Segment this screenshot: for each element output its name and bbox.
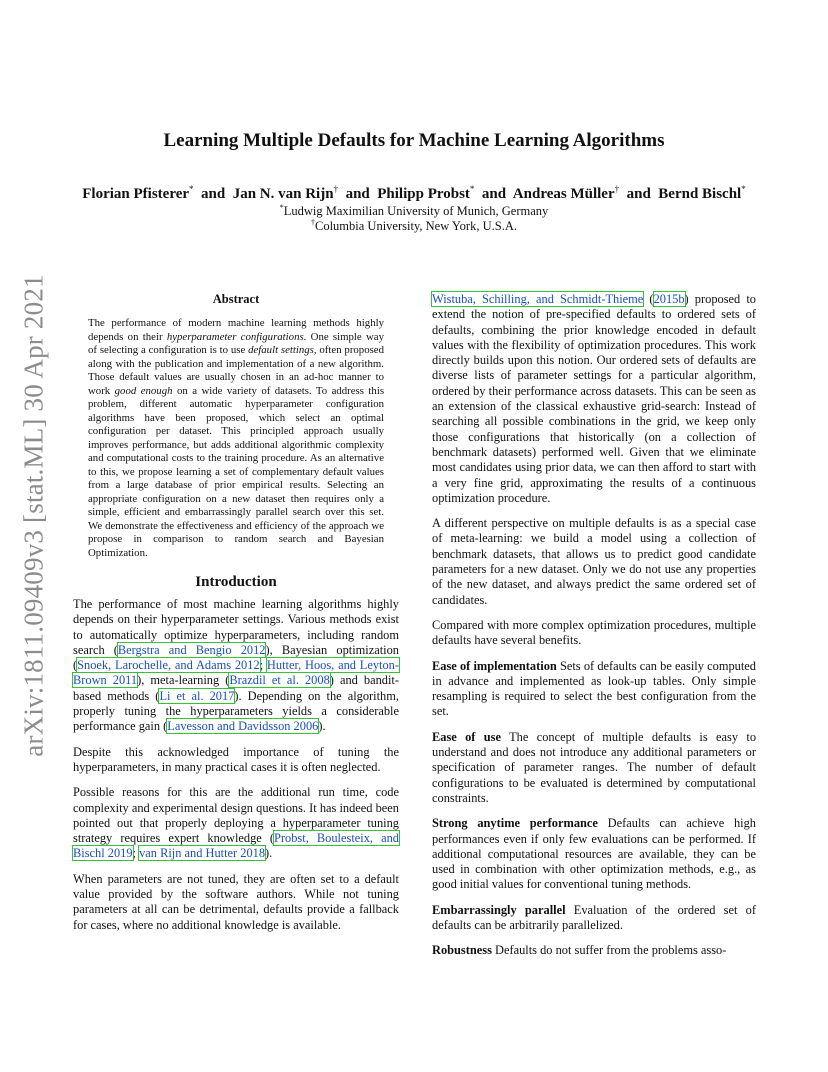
affiliation-mark: * xyxy=(279,203,284,212)
text-segment: ; xyxy=(132,846,140,861)
abstract-segment: , often proposed along with the publication and implementation of a new algorithm. Those default values are usually chosen in an ad-hoc manner to work xyxy=(88,344,384,397)
affiliation-mark: * xyxy=(189,184,194,194)
paragraph-heading: Strong anytime performance xyxy=(432,816,598,831)
text-segment: ) proposed to extend the notion of pre-specified defaults to ordered sets of defaults, combining the prior knowledge encoded in default values with the flexibility of optimization procedures. This work directly builds upon this notion. Our ordered sets of defaults are diverse lists of parameter settings for a particular algorithm, ordered by their performance across datasets. This can be seen as an extension of the classical exhaustive grid-search: Instead of searching all possible combinations in the grid, we keep only those configurations that historically (on a collection of benchmark datasets) performed well. Given that we eliminate most candidates using prior data, we can then afford to start with a very fine grid, approximating the results of a continuous optimization procedure. xyxy=(432,292,756,505)
text-segment: ) and bandit-based methods ( xyxy=(73,673,399,703)
benefit-anytime-performance xyxy=(432,816,756,892)
citation-link[interactable]: Brazdil et al. 2008 xyxy=(229,673,330,688)
abstract-text xyxy=(88,317,384,560)
citation-link[interactable]: Snoek, Larochelle, and Adams 2012 xyxy=(77,658,260,673)
affiliation-line xyxy=(0,203,828,219)
author-name: Jan N. van Rijn xyxy=(232,186,334,202)
affiliation-text: Columbia University, New York, U.S.A. xyxy=(315,219,517,234)
author-name: Florian Pfisterer xyxy=(82,186,190,202)
abstract-segment: on a wide variety of datasets. To address this problem, different automatic hyperparameter configuration algorithms have been proposed, which select an optimal configuration per dataset. This principled approach usually improves performance, but adds additional algorithmic complexity and computational costs to the training procedure. As an alternative to this, we propose learning a set of complementary default values from a large database of prior empirical results. Selecting an appropriate configuration on a new dataset then requires only a simple, efficient and embarrassingly parallel search over this set. We demonstrate the effectiveness and efficiency of the approach we propose in comparison to random search and Bayesian Optimization. xyxy=(88,384,385,559)
author-separator: and xyxy=(481,186,507,202)
text-segment: ). Depending on the algorithm, properly tuning the hyperparameters yields a considerable performance gain ( xyxy=(73,688,399,734)
citation-link[interactable]: Hutter, Hoos, and Leyton-Brown 2011 xyxy=(73,658,400,688)
abstract-segment: The performance of modern machine learning methods highly depends on their xyxy=(88,317,384,343)
text-segment: ( xyxy=(643,292,654,306)
right-paragraph-2: A different perspective on multiple defaults is as a special case of meta-learning: we build a model using a collection of benchmark datasets, that allows us to predict good candidate parameters for a new dataset. Only we do not use any properties of the new dataset, and always predict the same ordered set of candidates. xyxy=(432,516,756,607)
author-name: Andreas Müller xyxy=(512,186,615,202)
benefit-parallel xyxy=(432,903,756,934)
intro-paragraph-1 xyxy=(73,597,399,735)
introduction-heading: Introduction xyxy=(195,574,277,590)
citation-link[interactable]: van Rijn and Hutter 2018 xyxy=(139,846,266,861)
author-list xyxy=(0,184,828,203)
text-segment: ). xyxy=(265,846,273,861)
affiliation-mark: * xyxy=(741,184,746,194)
affiliation-text: Ludwig Maximilian University of Munich, Germany xyxy=(283,204,549,219)
right-paragraph-3: Compared with more complex optimization procedures, multiple defaults have several benefits. xyxy=(432,617,756,648)
paragraph-heading: Ease of implementation xyxy=(432,658,557,673)
abstract-heading: Abstract xyxy=(212,292,260,306)
paragraph-heading: Embarrassingly parallel xyxy=(432,902,566,917)
affiliation-mark: † xyxy=(333,184,339,194)
intro-paragraph-3 xyxy=(73,785,399,861)
text-segment: The concept of multiple defaults is easy to understand and does not introduce any additional parameters or specification of parameter ranges. The number of default configurations to be evaluated is determined by computational constraints. xyxy=(432,729,757,805)
abstract-emphasis: default settings xyxy=(248,344,314,356)
text-segment: Evaluation of the ordered set of defaults can be arbitrarily parallelized. xyxy=(432,902,756,932)
abstract-emphasis: good enough xyxy=(114,384,173,397)
citation-link[interactable]: Lavesson and Davidsson 2006 xyxy=(167,719,319,734)
citation-link[interactable]: Wistuba, Schilling, and Schmidt-Thieme xyxy=(432,292,644,306)
text-segment: ), meta-learning ( xyxy=(137,673,230,688)
benefit-robustness xyxy=(432,943,756,958)
text-segment: ; xyxy=(259,658,267,673)
abstract-segment: . One simple way of selecting a configuration is to use xyxy=(88,330,385,356)
arxiv-identifier: arXiv:1811.09409v3 [stat.ML] 30 Apr 2021 xyxy=(18,273,49,757)
author-name: Philipp Probst xyxy=(377,186,470,202)
author-separator: and xyxy=(201,186,226,202)
affiliation-mark: † xyxy=(614,184,620,194)
arxiv-watermark xyxy=(14,273,54,757)
intro-paragraph-4: When parameters are not tuned, they are often set to a default value provided by the software authors. While not tuning parameters at all can be detrimental, defaults provide a fallback for cases, where no additional knowledge is available. xyxy=(73,871,399,932)
benefit-ease-of-use xyxy=(432,730,756,806)
text-segment: ). xyxy=(318,719,326,734)
citation-link[interactable]: 2015b xyxy=(653,292,685,306)
author-separator: and xyxy=(626,186,651,202)
author-separator: and xyxy=(345,186,370,202)
citation-link[interactable]: Probst, Boulesteix, and Bischl 2019 xyxy=(73,831,399,861)
text-segment: Possible reasons for this are the additional run time, code complexity and experimental design questions. It has indeed been pointed out that properly deploying a hyperparameter tuning strategy requires expert knowledge ( xyxy=(73,785,399,846)
intro-paragraph-2: Despite this acknowledged importance of tuning the hyperparameters, in many practical cases it is often neglected. xyxy=(73,744,399,774)
affiliation-line xyxy=(0,218,828,234)
right-column xyxy=(432,292,756,969)
citation-link[interactable]: Bergstra and Bengio 2012 xyxy=(117,642,266,657)
citation-link[interactable]: Li et al. 2017 xyxy=(159,688,235,703)
paragraph-heading: Robustness xyxy=(432,943,492,958)
abstract-emphasis: hyperparameter configurations xyxy=(166,330,304,343)
paper-title: Learning Multiple Defaults for Machine Learning Algorithms xyxy=(163,130,665,151)
affiliation-mark: * xyxy=(469,184,475,194)
text-segment: The performance of most machine learning algorithms highly depends on their hyperparameter settings. Various methods exist to automatically optimize hyperparameters, including random search ( xyxy=(73,597,399,657)
text-segment: Defaults can achieve high performances even if only few evaluations can be performed. If additional computational resources are available, they can be used in combination with other optimization methods, e.g., as good initial values for conventional tuning methods. xyxy=(432,816,757,892)
text-segment: Sets of defaults can be easily computed in advance and implemented as look-up tables. Only simple resampling is required to select the best configuration from the set. xyxy=(432,658,756,719)
author-name: Bernd Bischl xyxy=(658,186,742,202)
text-segment: Defaults do not suffer from the problems asso- xyxy=(491,943,727,958)
text-segment: ), Bayesian optimization ( xyxy=(73,642,399,673)
right-paragraph-1 xyxy=(432,292,756,506)
paragraph-heading: Ease of use xyxy=(432,729,501,744)
left-column xyxy=(73,292,399,943)
benefit-ease-of-implementation xyxy=(432,659,756,720)
affiliation-mark: † xyxy=(311,218,315,227)
